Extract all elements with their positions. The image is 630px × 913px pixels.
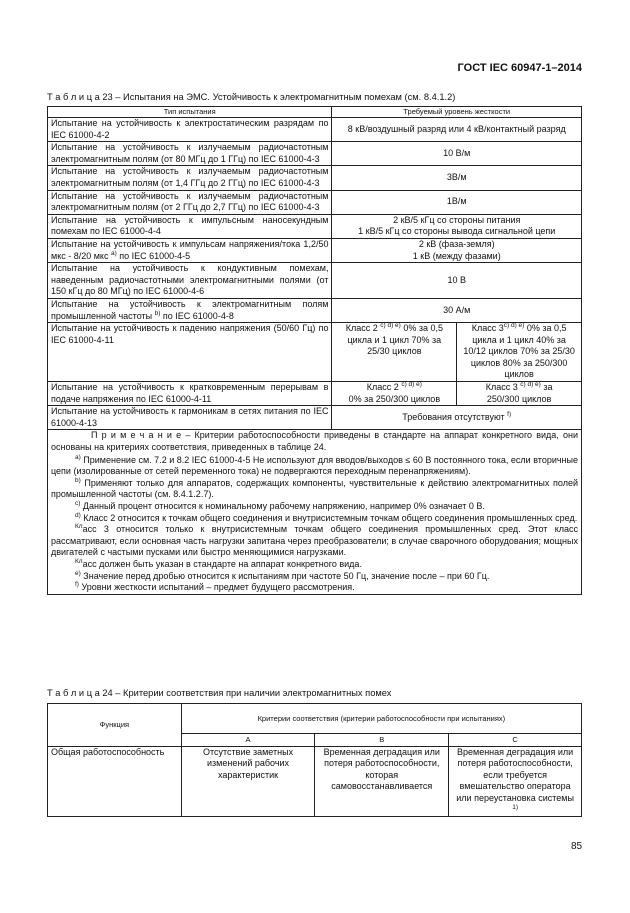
table24-col-criteria: Критерии соответствия (критерии работоспособности при испытаниях) <box>181 704 581 734</box>
footnote: $^{f)}$ Уровни жесткости испытаний – предмет будущего рассмотрения. <box>75 581 355 593</box>
test-level-class2: Класс 2 $^{c) d) e)}$ 0% за 250/300 циклов <box>332 382 457 406</box>
test-level: 10 В <box>332 263 582 299</box>
table23-caption-text: – Испытания на ЭМС. Устойчивость к электромагнитным помехам (см. 8.4.1.2) <box>112 92 456 102</box>
test-level <box>332 238 582 262</box>
test-level-class3: Класс $3^{c) d) e)}$ 0% за 0,5 цикла и 1 цикл 40% за 10/12 циклов 70% за 25/30 циклов 80% за 250/300 циклов <box>457 323 582 382</box>
table24-col-b: B <box>315 734 449 747</box>
table-row <box>48 214 582 238</box>
table-24 <box>47 703 582 817</box>
test-level: Требования отсутствуют $^{f)}$ <box>332 406 582 430</box>
footnote-ref: f) <box>507 411 512 419</box>
table-row <box>48 238 582 262</box>
footnote-ref: c) d) e) <box>520 381 541 389</box>
table23-col-level: Требуемый уровень жесткости <box>332 107 582 118</box>
table-row <box>48 746 582 817</box>
test-level <box>332 214 582 238</box>
table-23 <box>47 106 582 595</box>
test-level: 10 В/м <box>332 142 582 166</box>
test-level-class2: Класс 2 $^{c) d) e)}$ 0% за 0,5 цикла и 1 цикл 70% за 25/30 циклов <box>332 323 457 382</box>
table23-notes <box>48 430 582 594</box>
test-name: Испытание на устойчивость к кондуктивным помехам, наведенным радиочастотными электромагнитными полями (от 150 кГц до 80 МГц) по IEC 61000-4-6 <box>48 263 332 299</box>
footnote-ref: c) d) e) <box>503 322 525 330</box>
footnote: $^{e)}$ Значение перед дробью относится к испытаниям при частоте 50 Гц, значение после – при 60 Гц. <box>75 569 490 581</box>
criteria-b: Временная деградация или потеря работоспособности, которая самовосстанавливается <box>315 746 449 817</box>
table23-header-row <box>48 107 582 118</box>
table23-caption <box>47 92 455 102</box>
test-level-line: 2 кВ/5 кГц со стороны питания <box>393 214 521 225</box>
footnote-ref: c) d) e) <box>401 381 422 389</box>
criteria-a: Отсутствие заметных изменений рабочих характеристик <box>181 746 315 817</box>
footnote: $^{b)}$ Применяют только для аппаратов, содержащих компоненты, чувствительные к действию электромагнитных полей промышленной частоты (см. 8.4.1.2.7). <box>51 476 578 500</box>
table-row <box>48 118 582 142</box>
table24-caption-prefix: Т а б л и ц а 24 <box>47 688 113 698</box>
test-level: 1В/м <box>332 190 582 214</box>
test-level: 3В/м <box>332 166 582 190</box>
table23-col-test: Тип испытания <box>48 107 332 118</box>
table-row <box>48 142 582 166</box>
table23-notes-row <box>48 430 582 594</box>
page-number: 85 <box>571 841 583 852</box>
footnote: $^{Кл}$асс 3 относится только к внутрисистемным точкам общего соединения промышленных сред. Этот класс рассматривают, если основная часть нагрузки запитана через преобразователи; в случае сварочного оборудования; мощных двигателей с частыми пусками или быстро меняющимися нагрузками. <box>51 523 578 558</box>
test-level: 30 А/м <box>332 298 582 322</box>
test-name: Испытание на устойчивость к падению напряжения (50/60 Гц) по IEC 61000-4-11 <box>48 323 332 382</box>
table24-caption <box>47 688 391 698</box>
footnote: $^{Кл}$асс должен быть указан в стандарте на аппарат конкретного вида. <box>75 557 362 569</box>
footnote-ref: a) <box>110 249 117 257</box>
test-level: 8 кВ/воздушный разряд или 4 кВ/контактный разряд <box>332 118 582 142</box>
footnote: $^{a)}$ Применение см. 7.2 и 8.2 IEC 61000-4-5 Не используют для вводов/выходов ≤ 60 В постоянного тока, если вторичные цепи (изолированные от сетей переменного тока) не подвергаются переходным перенапряжениям). <box>51 453 578 477</box>
table24-col-c: C <box>449 734 582 747</box>
test-name: Испытание на устойчивость к импульсным наносекундным помехам по IEC 61000-4-4 <box>48 214 332 238</box>
table24-col-function: Функция <box>48 704 182 747</box>
test-name: Испытание на устойчивость к гармоникам в сетях питания по IEC 61000-4-13 <box>48 406 332 430</box>
table-row <box>48 190 582 214</box>
table-row <box>48 166 582 190</box>
test-level-line: 2 кВ (фаза-земля) <box>418 238 495 249</box>
footnote-ref: c) d) e) <box>380 322 401 330</box>
test-name: Испытание на устойчивость к электромагнитным полям промышленной частоты $^{b)}$ по IEC 61000-4-8 <box>48 298 332 322</box>
test-name: Испытание на устойчивость к импульсам напряжения/тока 1,2/50 мкс - 8/20 мкс $^{a)}$ по IEC 61000-4-5 <box>48 238 332 262</box>
footnote-ref: 1) <box>512 803 518 811</box>
test-level-line: 1 кВ (между фазами) <box>412 250 501 261</box>
footnote: $^{d)}$ Класс 2 относится к точкам общего соединения и внутрисистемным точкам общего соединения промышленных сред. <box>75 511 578 523</box>
table24-col-a: A <box>181 734 315 747</box>
test-level-line: 1 кВ/5 кГц со стороны вывода сигнальной цепи <box>358 226 556 237</box>
test-name: Испытание на устойчивость к излучаемым радиочастотным электромагнитным полям (от 80 МГц до 1 ГГц) по IEC 61000-4-3 <box>48 142 332 166</box>
table23-note: П р и м е ч а н и е – Критерии работоспособности приведены в стандарте на аппарат конкретного вида, они основаны на критериях соответствия, приведенных в таблице 24. <box>51 430 578 453</box>
table-row <box>48 323 582 382</box>
table-row <box>48 263 582 299</box>
test-name: Испытание на устойчивость к излучаемым радиочастотным электромагнитным полям (от 2 ГГц до 2,7 ГГц) по IEC 61000-4-3 <box>48 190 332 214</box>
function-name: Общая работоспособность <box>48 746 182 817</box>
test-name: Испытание на устойчивость к кратковременным перерывам в подаче напряжения по IEC 61000-4-11 <box>48 382 332 406</box>
footnote-ref: b) <box>154 309 161 317</box>
criteria-c: Временная деградация или потеря работоспособности, если требуется вмешательство оператора или переустановка системы $^{1)}$ <box>449 746 582 817</box>
table-row <box>48 298 582 322</box>
test-level-class3: Класс 3 $^{c) d) e)}$ за 250/300 циклов <box>457 382 582 406</box>
table24-header-row <box>48 704 582 734</box>
table24-caption-text: – Критерии соответствия при наличии электромагнитных помех <box>112 688 392 698</box>
standard-header: ГОСТ IEC 60947-1–2014 <box>457 62 582 74</box>
test-name: Испытание на устойчивость к излучаемым радиочастотным электромагнитным полям (от 1,4 ГГц до 2 ГГц) по IEC 61000-4-3 <box>48 166 332 190</box>
footnote: $^{c)}$ Данный процент относится к номинальному рабочему напряжению, например 0% означает 0 В. <box>75 500 485 511</box>
table-row <box>48 382 582 406</box>
test-name: Испытание на устойчивость к электростатическим разрядам по IEC 61000-4-2 <box>48 118 332 142</box>
table23-caption-prefix: Т а б л и ц а 23 <box>47 92 113 102</box>
table-row <box>48 406 582 430</box>
